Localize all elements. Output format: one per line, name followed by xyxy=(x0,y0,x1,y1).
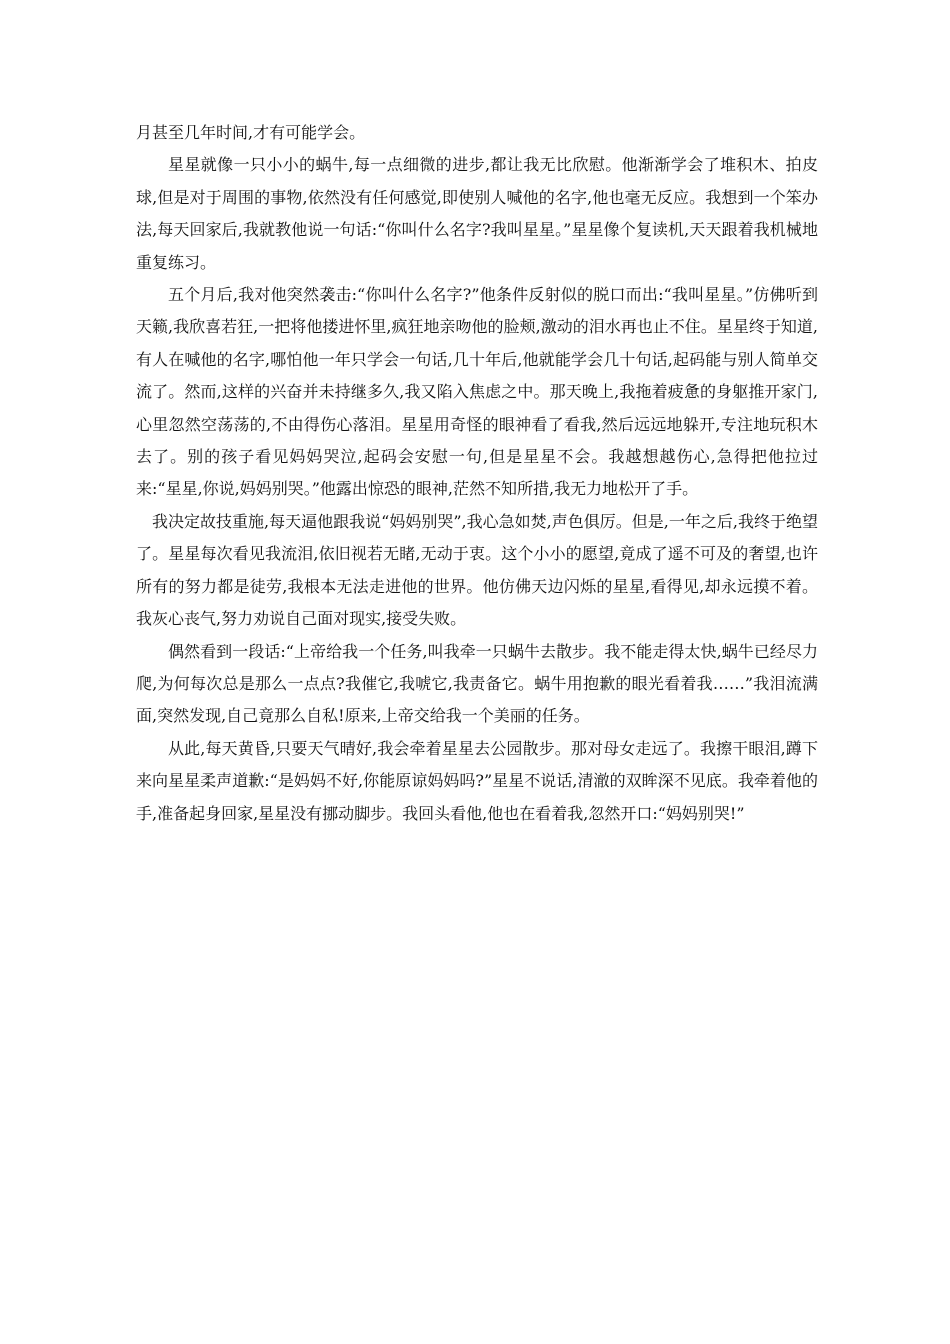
paragraph-3: 五个月后,我对他突然袭击:“你叫什么名字?”他条件反射似的脱口而出:“我叫星星。”仿佛听到天籁,我欣喜若狂,一把将他搂进怀里,疯狂地亲吻他的脸颊,激动的泪水再也止不住。星星终于知道,有人在喊他的名字,哪怕他一年只学会一句话,几十年后,他就能学会几十句话,起码能与别人简单交流了。然而,这样的兴奋并未持继多久,我又陷入焦虑之中。那天晚上,我拖着疲惫的身躯推开家门,心里忽然空荡荡的,不由得伤心落泪。星星用奇怪的眼神看了看我,然后远远地躲开,专注地玩积木去了。别的孩子看见妈妈哭泣,起码会安慰一句,但是星星不会。我越想越伤心,急得把他拉过来:“星星,你说,妈妈别哭。”他露出惊恐的眼神,茫然不知所措,我无力地松开了手。 xyxy=(136,285,818,499)
paragraph-1: 月甚至几年时间,才有可能学会。 xyxy=(136,123,366,142)
paragraph-6: 从此,每天黄昏,只要天气晴好,我会牵着星星去公园散步。那对母女走远了。我擦干眼泪,蹲下来向星星柔声道歉:“是妈妈不好,你能原谅妈妈吗?”星星不说话,清澈的双眸深不见底。我牵着他的手,准备起身回家,星星没有挪动脚步。我回头看他,他也在看着我,忽然开口:“妈妈别哭!” xyxy=(136,738,818,823)
body-text xyxy=(136,117,818,830)
paragraph-5: 偶然看到一段话:“上帝给我一个任务,叫我牵一只蜗牛去散步。我不能走得太快,蜗牛已经尽力爬,为何每次总是那么一点点?我催它,我唬它,我责备它。蜗牛用抱歉的眼光看着我……”我泪流满面,突然发现,自己竟那么自私!原来,上帝交给我一个美丽的任务。 xyxy=(136,641,818,726)
paragraph-4: 我决定故技重施,每天逼他跟我说“妈妈别哭”,我心急如焚,声色俱厉。但是,一年之后,我终于绝望了。星星每次看见我流泪,依旧视若无睹,无动于衷。这个小小的愿望,竟成了遥不可及的奢望,也许所有的努力都是徒劳,我根本无法走进他的世界。他仿佛天边闪烁的星星,看得见,却永远摸不着。我灰心丧气,努力劝说自己面对现实,接受失败。 xyxy=(136,511,818,629)
paragraph-2: 星星就像一只小小的蜗牛,每一点细微的进步,都让我无比欣慰。他渐渐学会了堆积木、拍皮球,但是对于周围的事物,依然没有任何感觉,即使别人喊他的名字,他也毫无反应。我想到一个笨办法,每天回家后,我就教他说一句话:“你叫什么名字?我叫星星。”星星像个复读机,天天跟着我机械地重复练习。 xyxy=(136,155,818,272)
